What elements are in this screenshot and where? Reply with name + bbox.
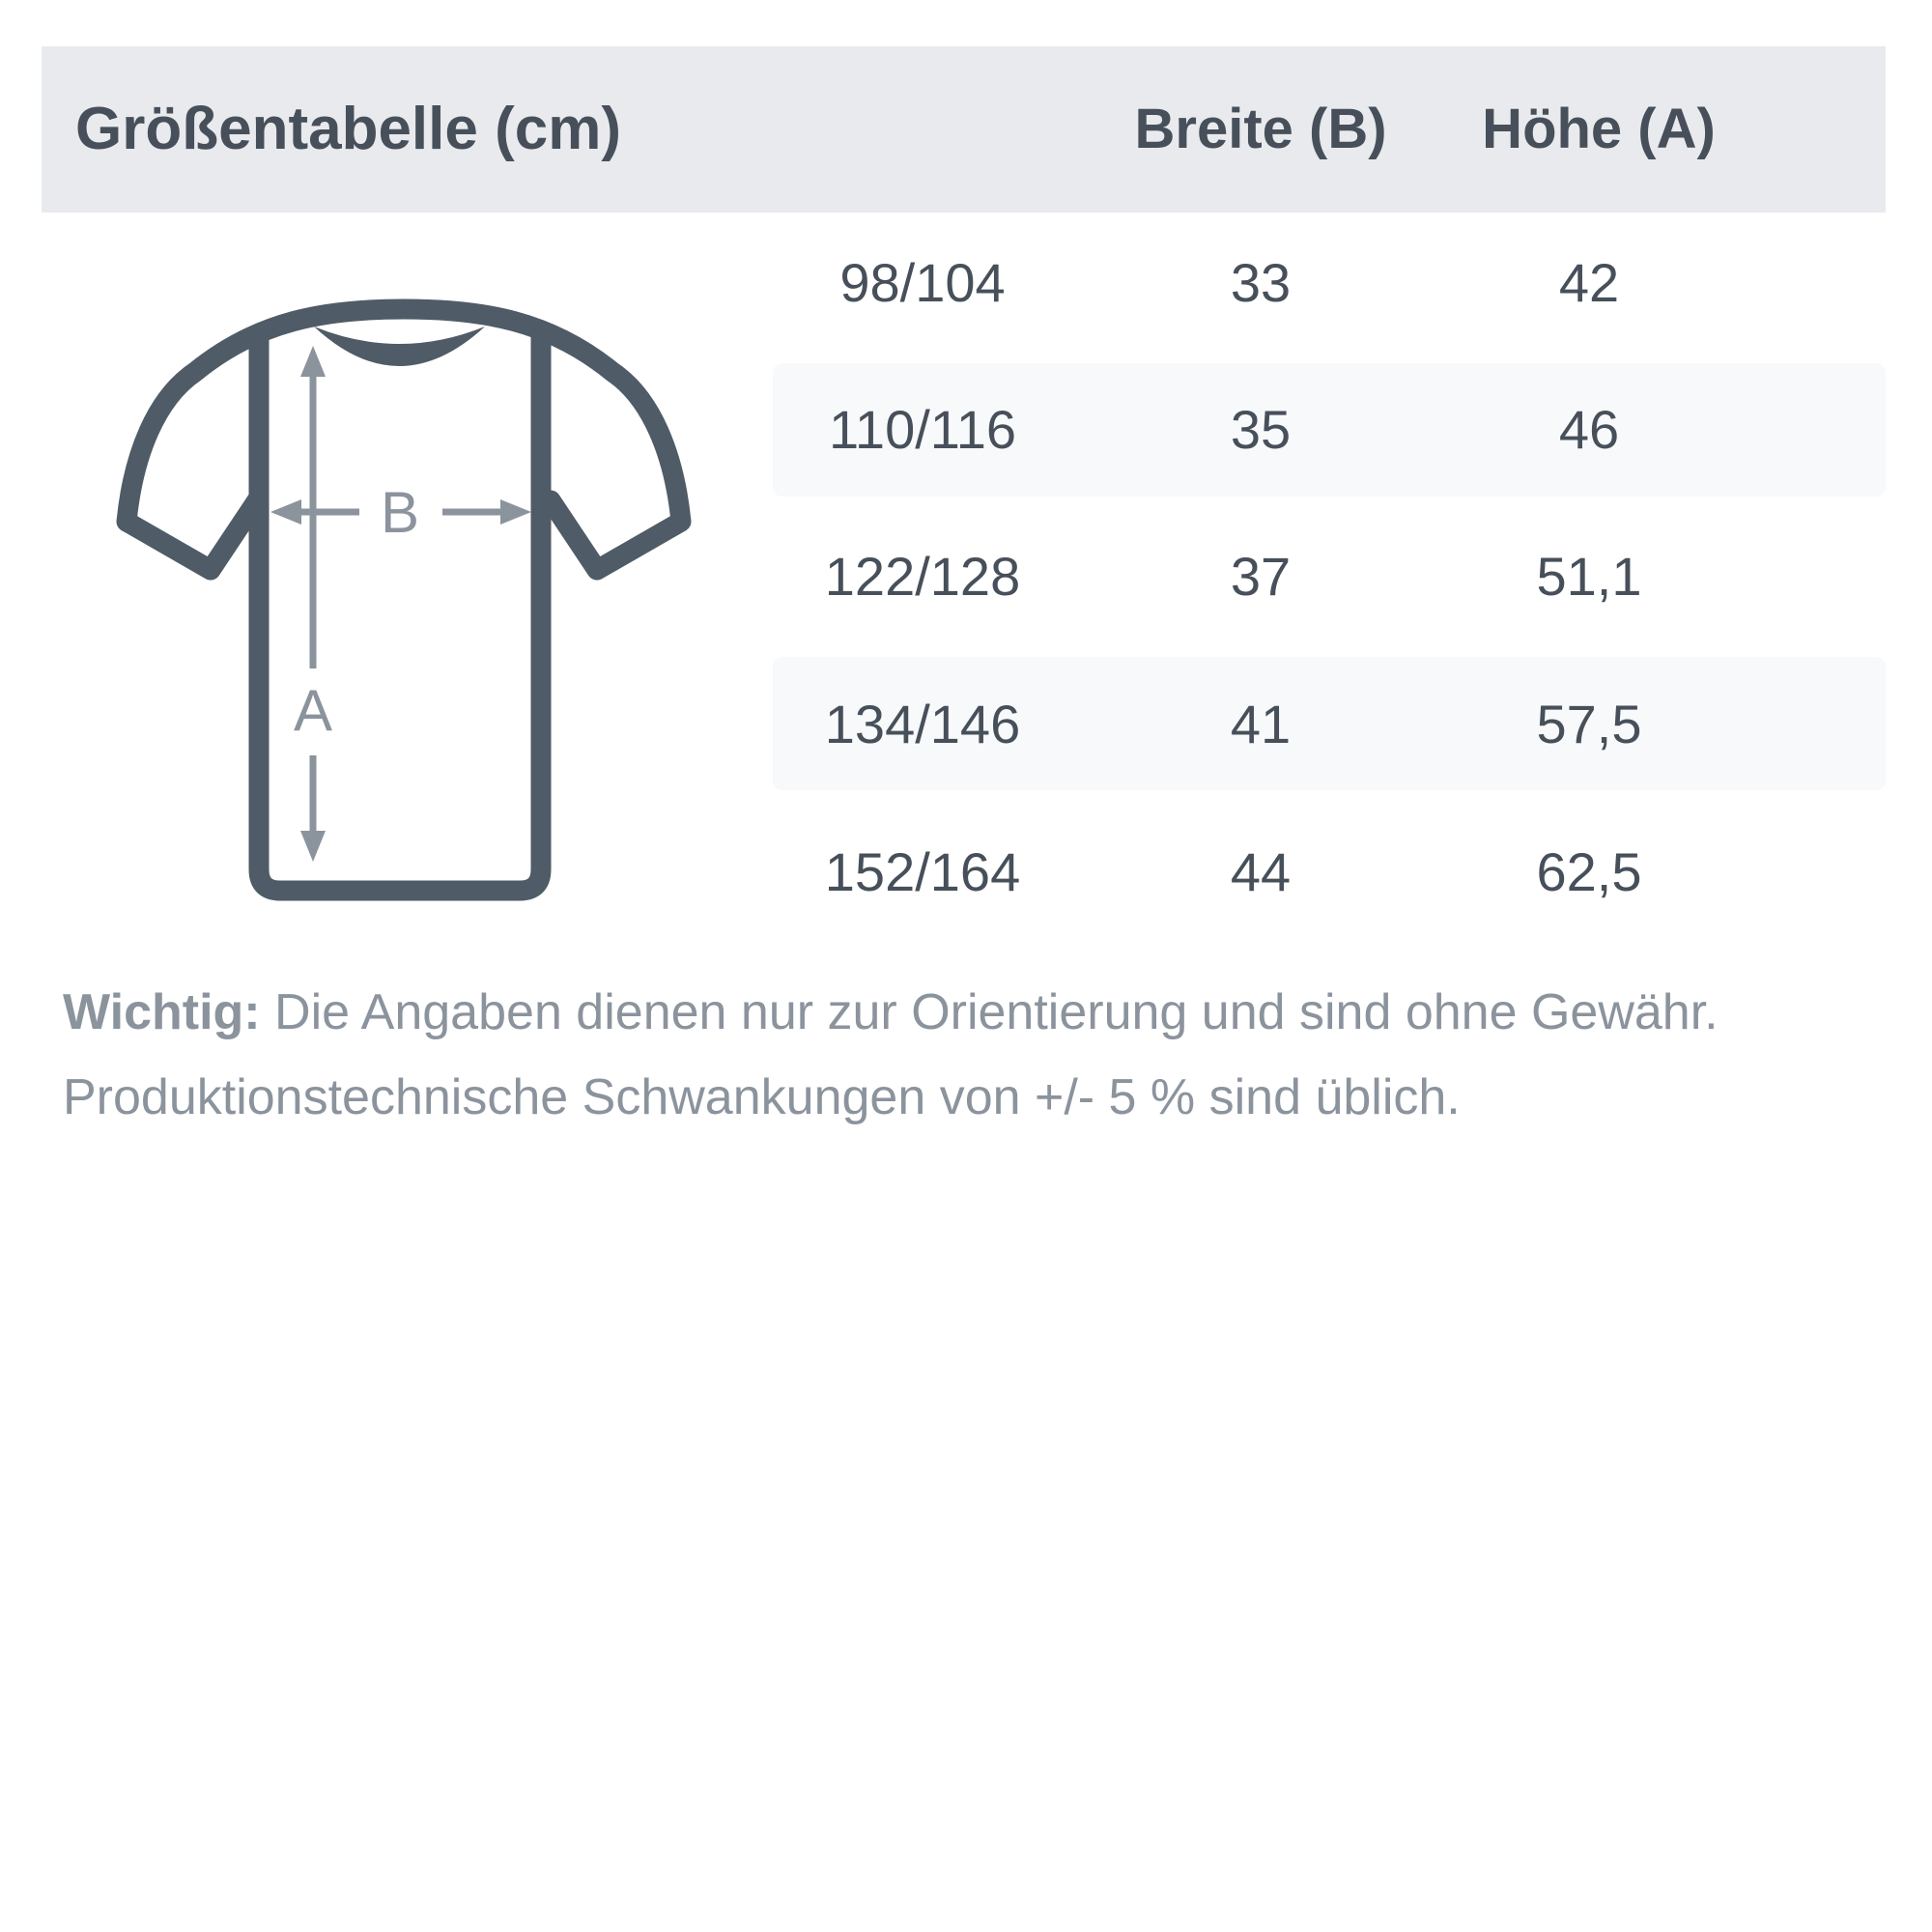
column-header-height: Höhe (A): [1482, 98, 1716, 160]
table-header-band: [42, 46, 1886, 213]
size-cell: 98/104: [839, 252, 1006, 313]
height-arrow-label: A: [293, 678, 333, 743]
width-cell: 37: [1230, 546, 1292, 607]
disclaimer-line-2: [63, 1055, 1860, 1140]
tshirt-collar: [314, 327, 485, 366]
disclaimer-text-1: Die Angaben dienen nur zur Orientierung und sind ohne Gewähr.: [260, 984, 1719, 1040]
tshirt-measurement-diagram: [97, 290, 696, 927]
size-cell: 152/164: [824, 841, 1021, 902]
height-cell: 51,1: [1536, 546, 1642, 607]
disclaimer-prefix: Wichtig:: [63, 984, 261, 1040]
width-cell: 44: [1230, 841, 1292, 902]
disclaimer-line-1: [63, 970, 1860, 1055]
tshirt-icon: [97, 290, 696, 927]
height-cell: 62,5: [1536, 841, 1642, 902]
width-cell: 41: [1230, 694, 1292, 754]
height-cell: 42: [1558, 252, 1620, 313]
disclaimer-note: [63, 970, 1860, 1140]
height-cell: 57,5: [1536, 694, 1642, 754]
column-header-width: Breite (B): [1134, 98, 1387, 160]
disclaimer-text-2: Produktionstechnische Schwankungen von +/- 5 % sind üblich.: [63, 1069, 1461, 1125]
size-cell: 134/146: [824, 694, 1021, 754]
size-cell: 110/116: [828, 399, 1017, 460]
width-cell: 33: [1230, 252, 1292, 313]
size-cell: 122/128: [824, 546, 1021, 607]
height-arrow: [300, 346, 326, 862]
width-arrow-label: B: [380, 480, 420, 545]
tshirt-body: [259, 334, 541, 891]
page-title: Größentabelle (cm): [75, 96, 621, 162]
width-cell: 35: [1230, 399, 1292, 460]
height-cell: 46: [1558, 399, 1620, 460]
